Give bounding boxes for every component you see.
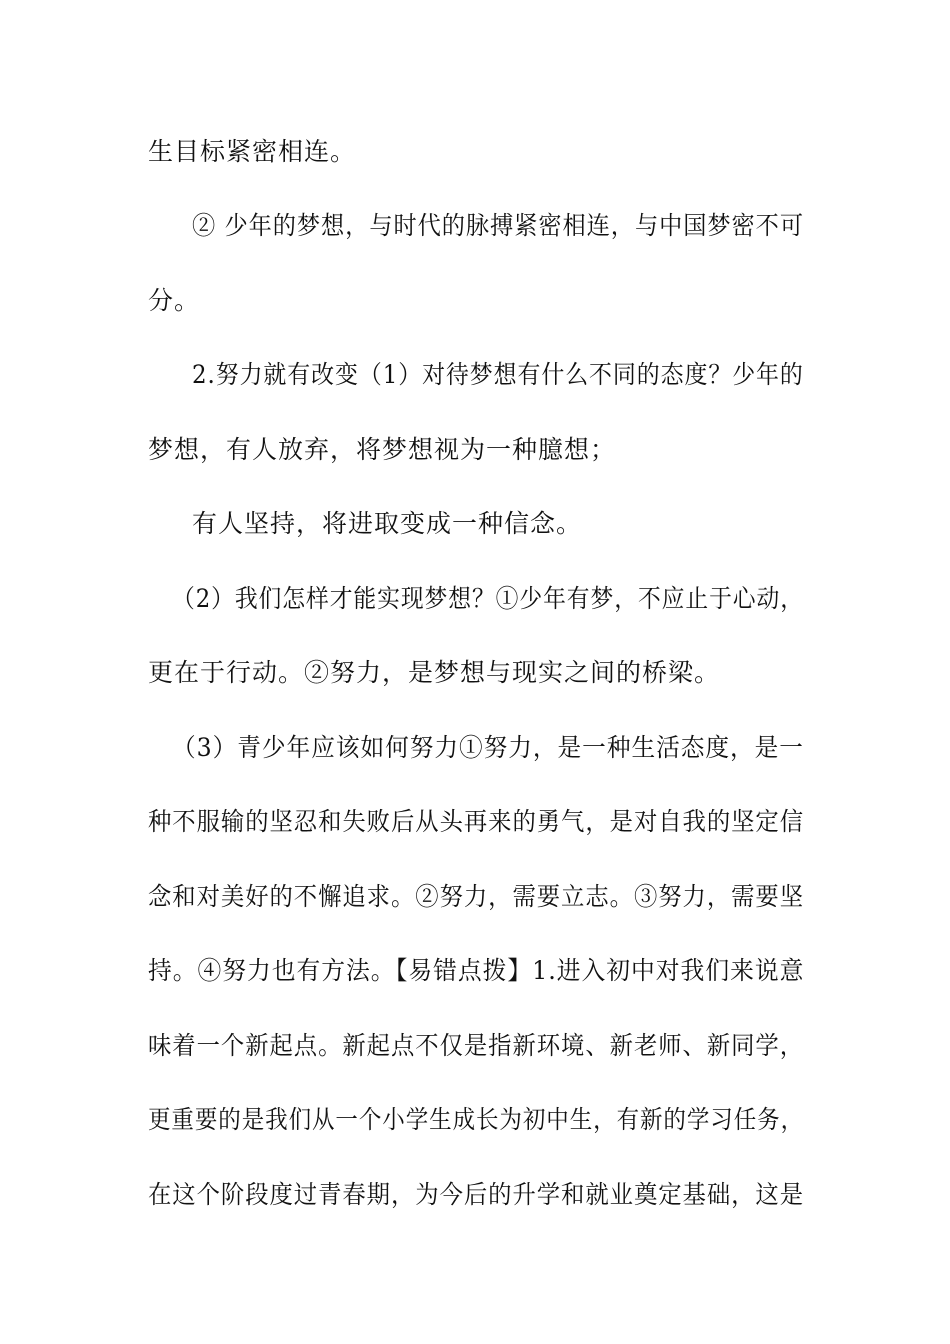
text-line: 生目标紧密相连。 [148,137,357,166]
text-line: 2.努力就有改变（1）对待梦想有什么不同的态度？少年的 [192,360,804,389]
text-line: 持。④努力也有方法。【易错点拨】1.进入初中对我们来说意 [148,956,805,985]
text-line: 有人坚持，将进取变成一种信念。 [192,509,583,538]
text-line: 味着一个新起点。新起点不仅是指新环境、新老师、新同学， [148,1031,805,1060]
text-line: 念和对美好的不懈追求。②努力，需要立志。③努力，需要坚 [148,882,805,911]
text-line: 种不服输的坚忍和失败后从头再来的勇气，是对自我的坚定信 [148,807,805,836]
text-line: 更重要的是我们从一个小学生成长为初中生，有新的学习任务， [148,1105,805,1134]
text-line: （3）青少年应该如何努力①努力，是一种生活态度，是一 [172,733,804,762]
text-line: 更在于行动。②努力，是梦想与现实之间的桥梁。 [148,658,721,687]
text-line: 梦想，有人放弃，将梦想视为一种臆想； [148,435,617,464]
text-line: 在这个阶段度过青春期，为今后的升学和就业奠定基础，这是 [148,1180,805,1209]
text-line: ② 少年的梦想，与时代的脉搏紧密相连，与中国梦密不可 [192,211,804,240]
text-line: （2）我们怎样才能实现梦想？①少年有梦，不应止于心动， [172,584,804,613]
text-line: 分。 [148,286,201,315]
